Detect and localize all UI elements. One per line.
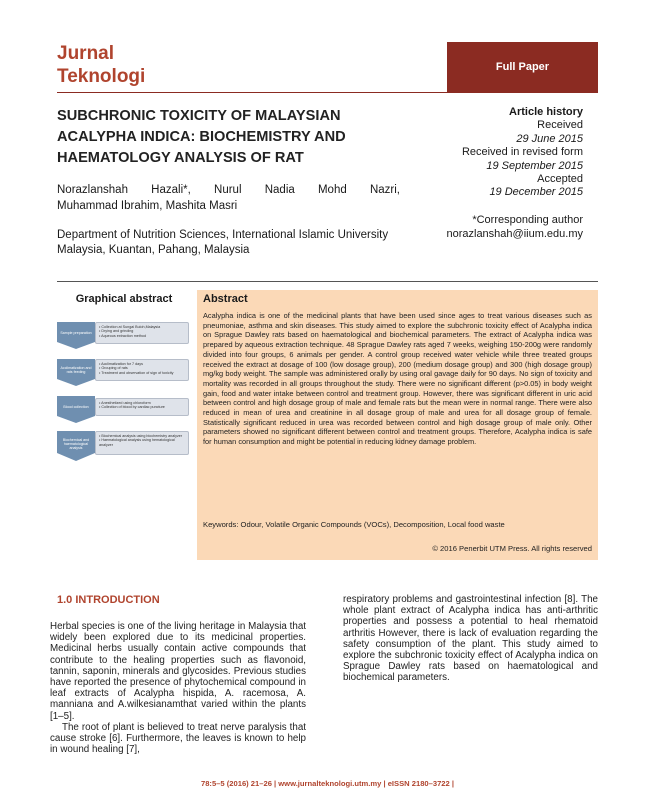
journal-name (57, 42, 145, 88)
authors-line2: Muhammad Ibrahim, Mashita Masri (57, 200, 238, 212)
article-history (412, 106, 583, 200)
flow-item: • Acclimatization for 7 days (99, 362, 143, 366)
flow-step-box (95, 359, 189, 381)
flow-step-label: Sample preparation (60, 331, 92, 335)
paragraph: The root of plant is believed to treat nerve paralysis that cause stroke [6]. Furthermore, the leaves is known to help in wound healing [7], (50, 721, 306, 756)
paper-title: SUBCHRONIC TOXICITY OF MALAYSIAN ACALYPHA INDICA: BIOCHEMISTRY AND HAEMATOLOGY ANALYSIS OF RAT (57, 108, 346, 166)
text-column-right (343, 594, 598, 684)
affiliation: Department of Nutrition Sciences, International Islamic University Malaysia, Kuantan, Pahang, Malaysia (57, 229, 389, 256)
revised-date: 19 September 2015 (486, 159, 583, 172)
flow-step-label: Blood collection (63, 405, 89, 409)
flow-step-box (95, 322, 189, 344)
flow-item: • Haematological analysis using hematological analyzer (99, 438, 175, 447)
paragraph: Herbal species is one of the living heritage in Malaysia that widely been explored due to its medicinal properties. Medicinal herbs usually contain active compounds that contribute to the healing properties such as flavonoid, tannin, saponin, minerals and glycosides. Previous studies have reported the presence of phytochemical compound in leaf extracts of Acalypha hispida, A. racemosa, A. manniana and A.wilkesianamthat varied within the plants [1–5]. (50, 621, 306, 722)
paragraph: respiratory problems and gastrointestinal infection [8]. The whole plant extract of Acalypha indica has anti-arthritic properties and possess a potential to heal rhematoid arthritis However, there is lack of evaluation regarding the safety consumption of the plant. This study aimed to explore the subchronic toxicity effect of Acalypha indica on Sprague Dawley rats based on haematological and biochemical parameters. (343, 594, 598, 684)
graphical-abstract-heading: Graphical abstract (75, 293, 173, 305)
graphical-abstract-flowchart (57, 318, 191, 464)
chevron-arrow-icon (57, 322, 95, 349)
history-heading: Article history (509, 106, 583, 118)
flow-step-box (95, 431, 189, 455)
flow-item: • Anesthetized using chloroform (99, 401, 151, 405)
page-footer: 78:5–5 (2016) 21–26 | www.jurnalteknologi.utm.my | eISSN 2180–3722 | (200, 779, 454, 788)
flow-step-3 (57, 396, 95, 423)
flow-item: • Collection at Sungai Buloh,Malaysia (99, 325, 161, 329)
flow-item: • Biochemical analysis using biochemistry analyzer (99, 434, 183, 438)
corresponding-author (400, 213, 583, 241)
section-rule (57, 281, 598, 282)
paper-type-badge: Full Paper (447, 42, 598, 92)
abstract-text: Acalypha indica is one of the medicinal plants that have been used since ages to treat various diseases such as pneumoniae, asthma and skin diseases. This study aimed to explore the subchronic toxicity effect of Acalypha indica on Sprague Dawley rats based on haematological and biochemical parameters. The extract of Acalypha indica was prepared by aqueous extraction technique. 48 Sprague Dawley rats aged 7 weeks, weighing 150-200g were randomly divided into four groups, 6 animals per gender. A control group received water vehicle while three treated groups received the extract at dosage of 100 (low dosage group), 200 (medium dosage group) and 300 (high dosage group) mg/kg body weight. The sample was administered orally by using oral gavage daily for 90 days. No sign of toxicity and mortality was recorded in all groups throughout the study. There were no significant different (p>0.05) in body weight gain, food and water intake between control and treatment group. However, there was significant different in uric acid between control and high dosage group of male and female rats but the mean were in normal range. There were also reduced in mean of urea and creatinine in all dosage group of male and urea for all dosage group of female. Statistically significant reduced in urea was recorded between control and high dosage group of male only. Other parameters showed no significant different between control and treatment groups. Therefore, Acalypha indica is safe for human consumption and might be potential in reducing kidney damage problem. (203, 311, 592, 447)
corresponding-label: *Corresponding author (472, 214, 583, 226)
flow-step-label: Acclimatization and rats feeding (60, 366, 92, 375)
flow-item: • Treatment and observation of sign of toxicity (99, 370, 174, 375)
copyright: © 2016 Penerbit UTM Press. All rights reserved (432, 544, 592, 553)
section-heading-introduction: 1.0 INTRODUCTION (57, 594, 160, 606)
flow-item: • Drying and grinding (99, 329, 134, 334)
revised-label: Received in revised form (461, 146, 583, 159)
accepted-date: 19 December 2015 (489, 186, 583, 199)
authors-line1: Norazlanshah Hazali*, Nurul Nadia Mohd Nazri, (57, 184, 400, 196)
text-column-left (50, 621, 306, 755)
flow-step-2 (57, 359, 95, 386)
keywords: Keywords: Odour, Volatile Organic Compounds (VOCs), Decomposition, Local food waste (203, 520, 505, 529)
header-rule (57, 92, 598, 93)
received-label: Received (537, 119, 583, 132)
flow-step-4 (57, 431, 95, 461)
flow-item: • Grouping of rats (99, 366, 128, 371)
abstract-heading: Abstract (203, 293, 248, 305)
journal-name-line2: Teknologi (57, 66, 146, 87)
chevron-arrow-icon (57, 396, 95, 423)
received-date: 29 June 2015 (516, 132, 583, 145)
flow-step-box (95, 398, 189, 416)
accepted-label: Accepted (537, 173, 583, 186)
flow-item: • Collection of blood by cardiac puncture (99, 405, 165, 410)
journal-name-line1: Jurnal (57, 43, 115, 64)
flow-item: • Aqueous extraction method (99, 333, 147, 338)
corresponding-email[interactable]: norazlanshah@iium.edu.my (446, 228, 583, 240)
flow-step-label: Biochemical and haematological analysis (62, 438, 90, 451)
flow-step-1 (57, 322, 95, 349)
